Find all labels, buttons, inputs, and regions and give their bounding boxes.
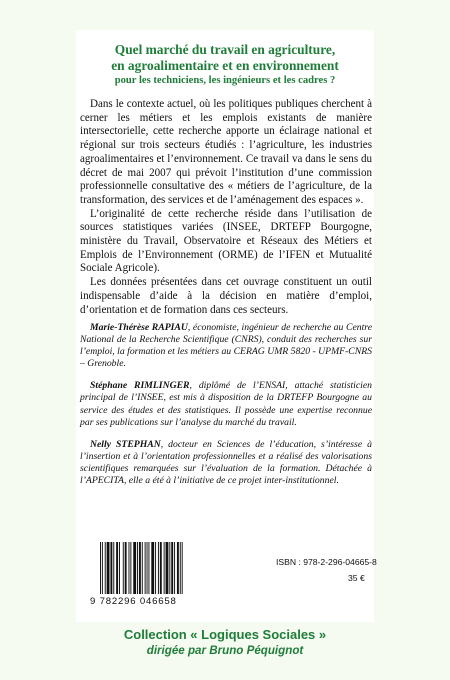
author-name: Stéphane RIMLINGER [90, 380, 190, 392]
barcode-bar [129, 542, 130, 594]
barcode-bar [160, 542, 162, 594]
barcode-bar [100, 542, 101, 594]
summary-text [80, 98, 372, 317]
author-bios [80, 322, 372, 497]
summary-paragraph-3: Les données présentées dans cet ouvrage constituent un outil indispensable d’aide à la décision en matière d’emploi, d’orientation et de formation dans ces secteurs. [80, 276, 372, 316]
barcode-bar [133, 542, 136, 594]
barcode-bar [147, 542, 148, 594]
author-bio-text: , diplômé de l’ENSAI, attaché statisticien principal de l’INSEE, est mis à disposition de la DRTEFP Bourgogne au service des études et des statistiques. Il possède une expertise reconnue par ses publications sur l’analyse du marché du travail. [80, 380, 372, 428]
author-bio-text: , docteur en Sciences de l’éducation, s’intéresse à l’insertion et à l’orientation professionnelles et a réalisé des valorisations scientifiques remarquées sur l’évaluation de la formation. Détachée à l’APECITA, elle a été à l’initiative de ce projet inter-institutionnel. [80, 438, 372, 487]
barcode-bar [182, 542, 183, 594]
barcode-bar [142, 542, 143, 594]
barcode-bar [137, 542, 138, 594]
barcode-bar [119, 542, 120, 594]
barcode-bar [166, 542, 169, 594]
barcode-bar [113, 542, 114, 594]
barcode-bar [125, 542, 127, 594]
author-bio-text: , économiste, ingénieur de recherche au Centre National de la Recherche Scientifique (CNRS), conduit des recherches sur l’emploi, la formation et les métiers au CERAG UMR 5820 - UPMF-CNRS – Grenoble. [80, 322, 372, 370]
barcode-bar [139, 542, 141, 594]
subtitle: pour les techniciens, les ingénieurs et les cadres ? [114, 75, 336, 86]
barcode-digits: 9 782296 046658 [90, 596, 177, 607]
collection-name: Collection « Logiques Sociales » [123, 627, 327, 642]
collection-director: dirigée par Bruno Péquignot [146, 644, 304, 657]
book-title [76, 42, 374, 88]
barcode-bar [158, 542, 159, 594]
barcode-bar [177, 542, 179, 594]
barcode-bar [169, 542, 170, 594]
author-bio-rimlinger [80, 380, 372, 428]
barcode [96, 542, 200, 594]
barcode-bar [107, 542, 110, 594]
author-bio-stephan [80, 439, 372, 487]
title-line-2: en agroalimentaire et en environnement [111, 57, 339, 73]
barcode-bar [148, 542, 149, 594]
barcode-bar [174, 542, 175, 594]
summary-paragraph-1: Dans le contexte actuel, où les politiques publiques cherchent à cerner les métiers et les emplois existants de manière intersectorielle, cette recherche apporte un éclairage national et régional sur trois secteurs étudiés : l’agriculture, les industries agroalimentaires et l’environnement. Ce travail va dans le sens du décret de mai 2007 qui prévoit l’institution d’une commission professionnelle consultative des « métiers de l’agriculture, de la transformation, des services et de l’aménagement des espaces ». [80, 98, 372, 206]
barcode-bar [164, 542, 165, 594]
barcode-bar [180, 542, 181, 594]
barcode-bar [130, 542, 131, 594]
price: 35 € [348, 573, 365, 583]
barcode-bar [102, 542, 103, 594]
barcode-bar [171, 542, 173, 594]
barcode-bar [151, 542, 154, 594]
barcode-bar [145, 542, 146, 594]
isbn: ISBN : 978-2-296-04665-8 [276, 557, 377, 567]
barcode-bar [155, 542, 156, 594]
barcode-bar [123, 542, 124, 594]
title-line-1: Quel marché du travail en agriculture, [114, 42, 336, 57]
barcode-bar [105, 542, 106, 594]
author-name: Nelly STEPHAN [90, 438, 161, 450]
barcode-bar [110, 542, 112, 594]
summary-paragraph-2: L’originalité de cette recherche réside dans l’utilisation de sources statistiques variées (INSEE, DRTEFP Bourgogne, ministère du Travail, Observatoire et Réseaux des Métiers et Emplois de l’Environnement (ORME) de l’IFEN et Mutualité Sociale Agricole). [80, 207, 372, 275]
barcode-bar [116, 542, 118, 594]
author-name: Marie-Thérèse RAPIAU [90, 322, 188, 333]
author-bio-rapiau [80, 322, 372, 370]
